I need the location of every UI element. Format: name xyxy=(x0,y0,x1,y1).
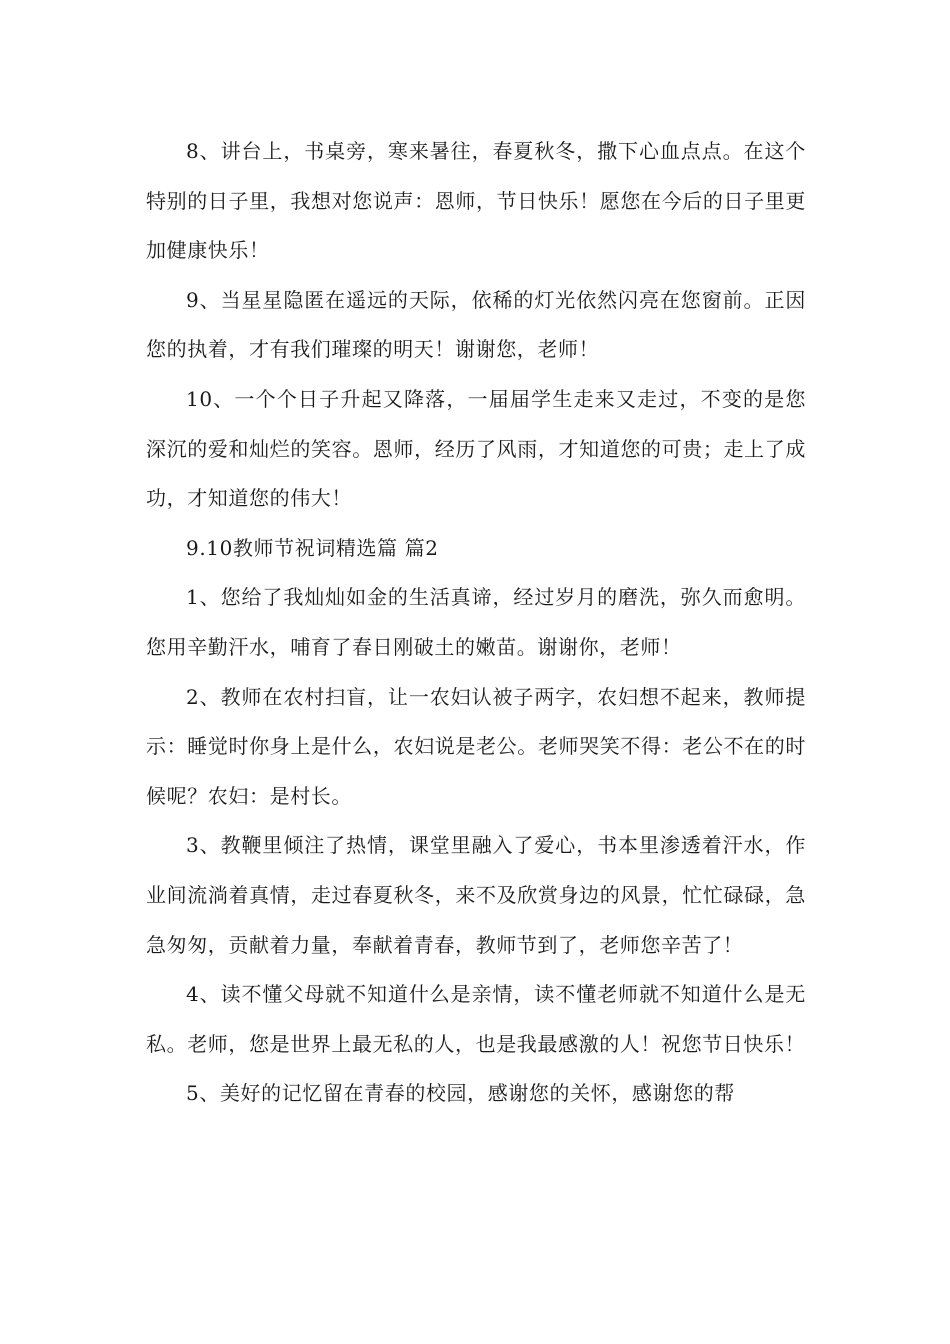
document-body xyxy=(146,127,806,1119)
section-heading: 9.10教师节祝词精选篇 篇2 xyxy=(186,535,439,560)
paragraph-item-2: 2、教师在农村扫盲，让一农妇认被子两字，农妇想不起来，教师提示：睡觉时你身上是什么，农妇说是老公。老师哭笑不得：老公不在的时候呢？农妇：是村长。 xyxy=(146,684,806,808)
paragraph-item-1: 1、您给了我灿灿如金的生活真谛，经过岁月的磨洗，弥久而愈明。您用辛勤汗水，哺育了春日刚破土的嫩苗。谢谢你，老师！ xyxy=(146,585,806,659)
paragraph-item-9: 9、当星星隐匿在遥远的天际，依稀的灯光依然闪亮在您窗前。正因您的执着，才有我们璀璨的明天！谢谢您，老师！ xyxy=(146,287,806,362)
paragraph-item-10: 10、一个个日子升起又降落，一届届学生走来又走过，不变的是您深沉的爱和灿烂的笑容。恩师，经历了风雨，才知道您的可贵；走上了成功，才知道您的伟大！ xyxy=(146,386,806,511)
paragraph-item-8: 8、讲台上，书桌旁，寒来暑往，春夏秋冬，撒下心血点点。在这个特别的日子里，我想对您说声：恩师，节日快乐！愿您在今后的日子里更加健康快乐！ xyxy=(146,139,806,263)
paragraph-item-3: 3、教鞭里倾注了热情，课堂里融入了爱心，书本里渗透着汗水，作业间流淌着真情，走过春夏秋冬，来不及欣赏身边的风景，忙忙碌碌，急急匆匆，贡献着力量，奉献着青春，教师节到了，老师您辛苦了！ xyxy=(146,833,806,957)
paragraph-item-5: 5、美好的记忆留在青春的校园，感谢您的关怀，感谢您的帮 xyxy=(186,1081,735,1106)
paragraph-item-4: 4、读不懂父母就不知道什么是亲情，读不懂老师就不知道什么是无私。老师，您是世界上最无私的人，也是我最感激的人！祝您节日快乐！ xyxy=(146,982,806,1056)
